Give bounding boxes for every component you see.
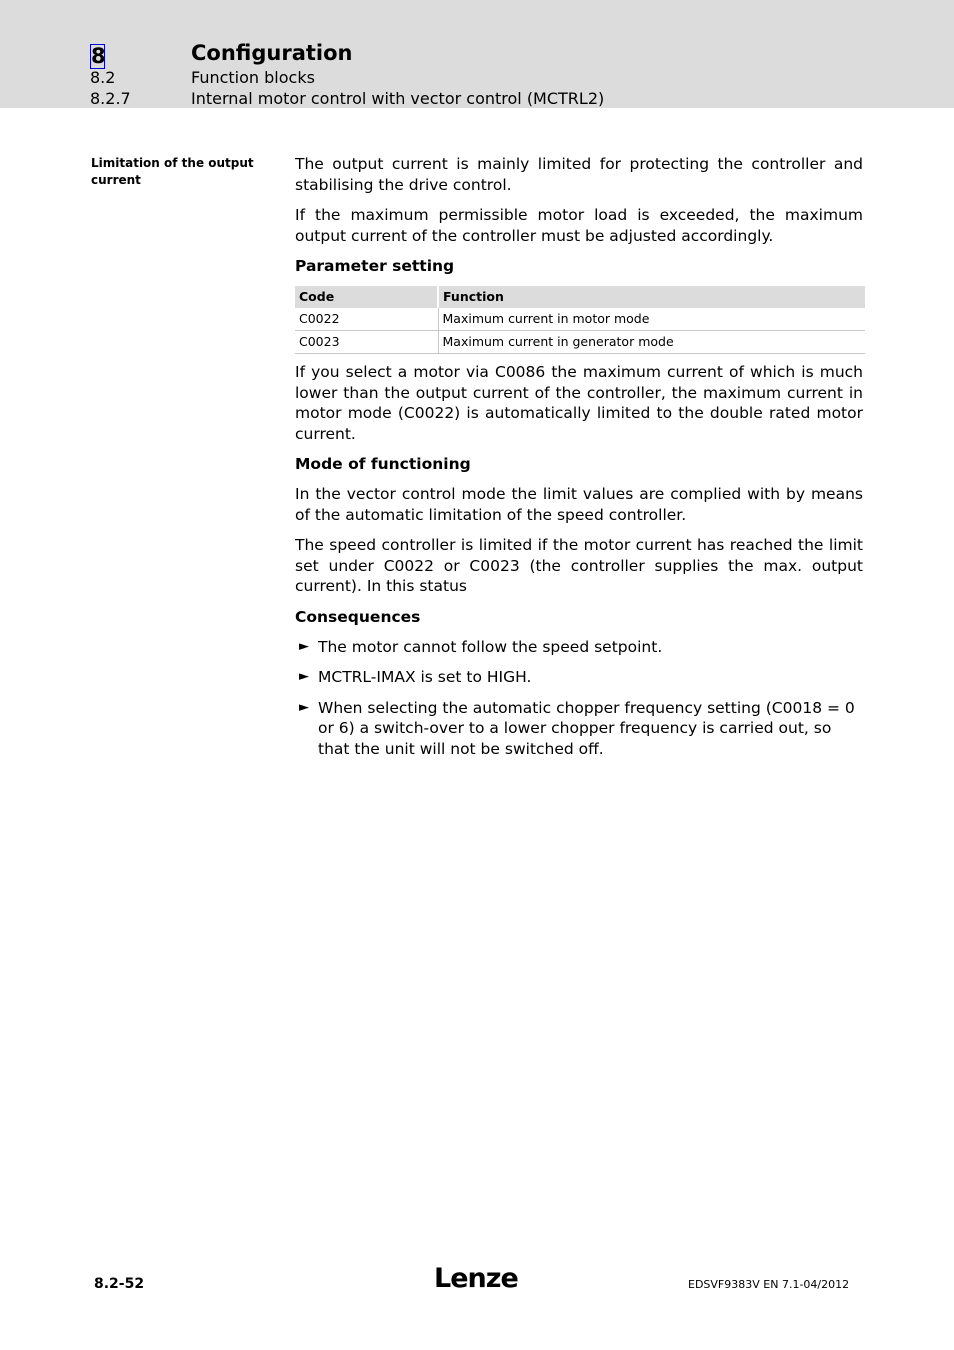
intro-paragraph-1: The output current is mainly limited for protecting the controller and stabilising the drive control.	[295, 155, 863, 194]
consequences-heading: Consequences	[295, 607, 421, 626]
chapter-title: Configuration	[191, 41, 353, 65]
list-item-text: MCTRL-IMAX is set to HIGH.	[318, 668, 532, 686]
cell-function: Maximum current in generator mode	[438, 331, 865, 354]
page-number: 8.2-52	[94, 1276, 145, 1292]
parameter-note: If you select a motor via C0086 the maximum current of which is much lower than the output current of the controller, the maximum current in motor mode (C0022) is automatically limited to the double rated motor current.	[295, 363, 863, 443]
subsection-title: Internal motor control with vector control (MCTRL2)	[191, 89, 605, 108]
intro-paragraph-2: If the maximum permissible motor load is exceeded, the maximum output current of the controller must be adjusted accordingly.	[295, 206, 863, 245]
mode-heading: Mode of functioning	[295, 455, 471, 473]
parameter-table	[295, 286, 865, 354]
list-item	[295, 698, 863, 760]
bullet-triangle-icon: ►	[299, 638, 309, 654]
column-header-code: Code	[295, 286, 438, 308]
list-item-text: When selecting the automatic chopper frequency setting (C0018 = 0 or 6) a switch-over to a lower chopper frequency is carried out, so that the unit will not be switched off.	[318, 698, 855, 758]
margin-note: Limitation of the output current	[91, 156, 254, 187]
list-item-text: The motor cannot follow the speed setpoint.	[318, 637, 663, 656]
list-item	[295, 667, 863, 688]
column-header-function: Function	[438, 286, 865, 308]
cell-function: Maximum current in motor mode	[438, 308, 865, 331]
page-header	[0, 0, 954, 108]
list-item	[295, 637, 863, 658]
table-row	[295, 308, 865, 331]
table-row	[295, 331, 865, 354]
cell-code: C0023	[295, 331, 438, 354]
mode-paragraph-1: In the vector control mode the limit values are complied with by means of the automatic limitation of the speed controller.	[295, 485, 863, 524]
subsection-number: 8.2.7	[90, 89, 131, 108]
chapter-number-link[interactable]: 8	[91, 44, 106, 68]
lenze-logo: Lenze	[434, 1263, 518, 1294]
mode-paragraph-2: The speed controller is limited if the motor current has reached the limit set under C0022 or C0023 (the controller supplies the max. output current). In this status	[295, 536, 863, 595]
bullet-triangle-icon: ►	[299, 699, 309, 715]
main-content	[295, 154, 863, 769]
bullet-triangle-icon: ►	[299, 669, 309, 684]
parameter-setting-heading: Parameter setting	[295, 257, 455, 275]
consequences-list	[295, 637, 863, 760]
section-number: 8.2	[90, 68, 116, 87]
document-id: EDSVF9383V EN 7.1-04/2012	[688, 1278, 850, 1291]
cell-code: C0022	[295, 308, 438, 331]
section-title: Function blocks	[191, 68, 315, 87]
table-header-row	[295, 286, 865, 308]
